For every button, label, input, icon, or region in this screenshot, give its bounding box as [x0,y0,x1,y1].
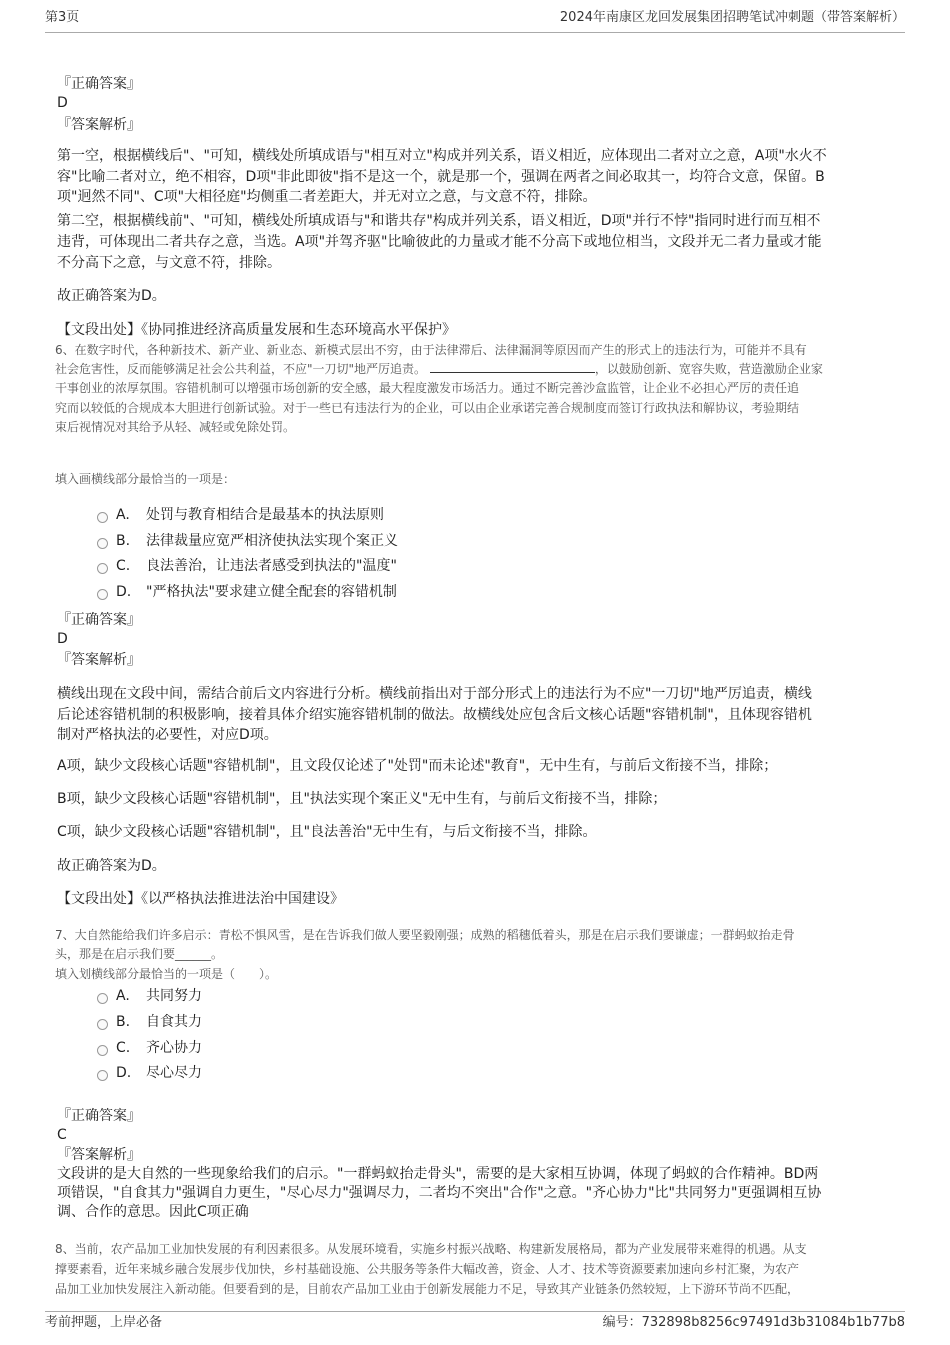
question-line: 干事创业的浓厚氛围。容错机制可以增强市场创新的安全感，最大程度激发市场活力。通过不断完善沙盒监管，让企业不必担心严厉的责任追 [55,381,800,395]
radio-icon[interactable] [97,589,108,600]
radio-icon[interactable] [97,512,108,523]
radio-icon[interactable] [97,1045,108,1056]
option-a[interactable]: A. 处罚与教育相结合是最基本的执法原则 [97,507,384,524]
analysis-line: 文段讲的是大自然的一些现象给我们的启示。"一群蚂蚁抬走骨头"，需要的是大家相互协调，体现了蚂蚁的合作精神。BD两 [57,1166,819,1182]
question-line: 品加工业加快发展注入新动能。但要看到的是，目前农产品加工业由于创新发展能力不足，导致其产业链条仍然较短，上下游环节尚不匹配， [55,1282,800,1296]
answer-label: 『正确答案』 [57,76,141,92]
correct-answer: D [57,95,68,111]
question-line: 6、在数字时代，各种新技术、新产业、新业态、新模式层出不穷，由于法律滞后、法律漏洞等原因而产生的形式上的违法行为，可能并不具有 [55,343,807,357]
answer-label: 『正确答案』 [57,1108,141,1124]
question-line: 束后视情况对其给予从轻、减轻或免除处罚。 [55,420,296,434]
radio-icon[interactable] [97,563,108,574]
conclusion: 故正确答案为D。 [57,858,166,874]
option-c[interactable]: C. 良法善治，让违法者感受到执法的"温度" [97,558,397,575]
analysis-line: 项错误，"自食其力"强调自力更生，"尽心尽力"强调尽力，二者均不突出"合作"之意。"齐心协力"比"共同努力"更强调相互协 [57,1185,822,1201]
analysis-c: C项，缺少文段核心话题"容错机制"，且"良法善治"无中生有，与后文衔接不当，排除。 [57,824,597,840]
radio-icon[interactable] [97,1019,108,1030]
option-b[interactable]: B. 自食其力 [97,1014,202,1031]
footer-divider [45,1311,905,1312]
analysis-line: 第一空，根据横线后"、"可知，横线处所填成语与"相互对立"构成并列关系，语义相近，应体现出二者对立之意，A项"水火不 [57,148,827,164]
analysis-line: 不分高下之意，与文意不符，排除。 [57,255,281,271]
source: 【文段出处】《以严格执法推进法治中国建设》 [57,891,344,907]
option-c[interactable]: C. 齐心协力 [97,1040,202,1057]
radio-icon[interactable] [97,1070,108,1081]
question-line: 究而以较低的合规成本大胆进行创新试验。对于一些已有违法行为的企业，可以由企业承诺完善合规制度而签订行政执法和解协议，考验期结 [55,401,800,415]
correct-answer: C [57,1127,67,1143]
conclusion: 故正确答案为D。 [57,288,166,304]
page-number: 第3页 [45,10,80,25]
correct-answer: D [57,631,68,647]
source: 【文段出处】《协同推进经济高质量发展和生态环境高水平保护》 [57,322,456,338]
radio-icon[interactable] [97,993,108,1004]
question-line: 撑要素看，近年来城乡融合发展步伐加快，乡村基础设施、公共服务等条件大幅改善，资金、人才、技术等资源要素加速向乡村汇聚，为农产 [55,1262,800,1276]
header-divider [45,32,905,33]
question-line: 8、当前，农产品加工业加快发展的有利因素很多。从发展环境看，实施乡村振兴战略、构建新发展格局，都为产业发展带来难得的机遇。从支 [55,1242,807,1256]
option-d[interactable]: D. "严格执法"要求建立健全配套的容错机制 [97,584,397,601]
option-a[interactable]: A. 共同努力 [97,988,202,1005]
question-prompt: 填入画横线部分最恰当的一项是： [55,472,236,486]
document-title: 2024年南康区龙回发展集团招聘笔试冲刺题（带答案解析） [559,10,905,25]
answer-label: 『正确答案』 [57,612,141,628]
analysis-a: A项，缺少文段核心话题"容错机制"，且文段仅论述了"处罚"而未论述"教育"，无中生有，与前后文衔接不当，排除； [57,758,778,774]
analysis-line: 制对严格执法的必要性，对应D项。 [57,727,278,743]
question-line: 7、大自然能给我们许多启示：青松不惧风雪，是在告诉我们做人要坚毅刚强；成熟的稻穗低着头，那是在启示我们要谦虚；一群蚂蚁抬走骨 [55,928,795,942]
analysis-line: 容"比喻二者对立，绝不相容，D项"非此即彼"指不是这一个，就是那一个，强调在两者之间必取其一，均符合文意，保留。B [57,169,825,185]
question-line: 头，那是在启示我们要______。 [55,947,224,961]
analysis-line: 横线出现在文段中间，需结合前后文内容进行分析。横线前指出对于部分形式上的违法行为不应"一刀切"地严厉追责，横线 [57,686,812,702]
analysis-label: 『答案解析』 [57,117,141,133]
question-line: 社会危害性，反而能够满足社会公共利益，不应"一刀切"地严厉追责。 ，以鼓励创新、宽容失败，营造激励企业家 [55,362,823,376]
footer-slogan: 考前押题，上岸必备 [45,1315,163,1330]
analysis-line: 调、合作的意思。因此C项正确 [57,1204,249,1220]
radio-icon[interactable] [97,538,108,549]
document-code: 编号：732898b8256c97491d3b31084b1b77b8 [602,1315,905,1330]
analysis-label: 『答案解析』 [57,652,141,668]
analysis-line: 项"迥然不同"、C项"大相径庭"均侧重二者差距大，并无对立之意，与文意不符，排除。 [57,189,597,205]
analysis-b: B项，缺少文段核心话题"容错机制"，且"执法实现个案正义"无中生有，与前后文衔接不当，排除； [57,791,667,807]
option-b[interactable]: B. 法律裁量应宽严相济使执法实现个案正义 [97,533,398,550]
fill-blank [430,360,595,373]
option-d[interactable]: D. 尽心尽力 [97,1065,202,1082]
question-prompt: 填入划横线部分最恰当的一项是（ ）。 [55,967,278,981]
analysis-label: 『答案解析』 [57,1147,141,1163]
analysis-line: 后论述容错机制的积极影响，接着具体介绍实施容错机制的做法。故横线处应包含后文核心话题"容错机制"，且体现容错机 [57,707,812,723]
analysis-line: 第二空，根据横线前"、"可知，横线处所填成语与"和谐共存"构成并列关系，语义相近，D项"并行不悖"指同时进行而互相不 [57,213,821,229]
analysis-line: 违背，可体现出二者共存之意，当选。A项"并驾齐驱"比喻彼此的力量或才能不分高下或地位相当，文段并无二者力量或才能 [57,234,822,250]
